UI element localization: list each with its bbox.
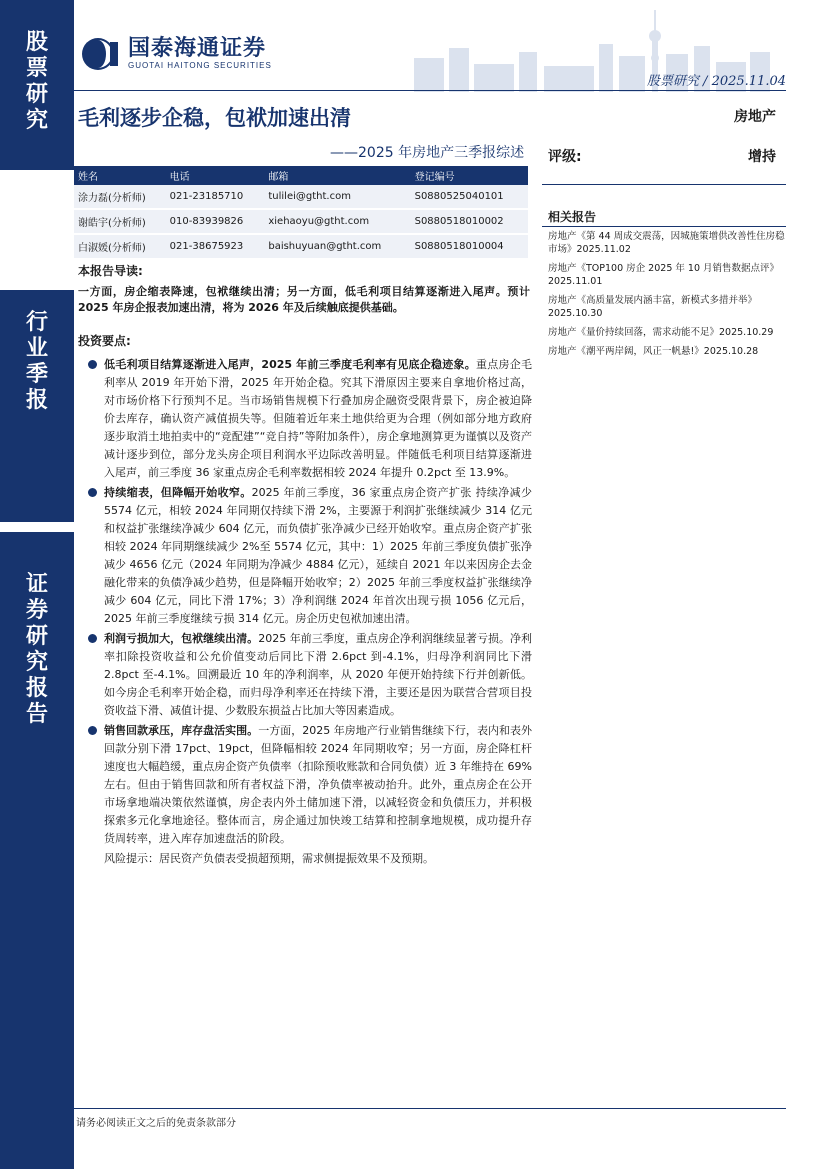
analyst-reg-no: S0880518010002 <box>411 209 528 234</box>
industry-label: 房地产 <box>734 109 776 125</box>
point-body: 重点房企毛利率从 2019 年开始下滑，2025 年开始企稳。究其下滑原因主要来自拿地价格过高，对市场价格下行预判不足。当市场销售规模下行叠加房企融资受限背景下，房企被迫降价去库存，确认资产减值损失等。但随着近年来土地供给更为合理（例如部分地方政府逐步取消土地拍卖中的“竞配建”“竞自持”等附加条件），房企拿地测算更为谨慎以及资产减计逐步到位，部分龙头房企项目利润水平边际改善明显。伴随低毛利项目结算逐渐进入尾声，前三季度 36 家重点房企毛利率数据相较 2024 年提升 0.2pct 至 13.9%。 <box>104 358 532 479</box>
logo <box>80 36 272 72</box>
rating-divider <box>542 184 786 185</box>
header-divider <box>74 90 786 91</box>
related-report-link[interactable]: 房地产《量价持续回落，需求动能不足》2025.10.29 <box>548 327 774 338</box>
point-body: 2025 年前三季度，重点房企净利润继续显著亏损。净利率扣除投资收益和公允价值变动后同比下滑 2.6pct 到-4.1%，归母净利润同比下滑 2.8pct 至-4.1%。回溯最近 10 年的净利润率，从 2020 年便开始持续下行并创新低。如今房企毛利率开始企稳，而归母净利率还在持续下滑，主要还是因为联营合营项目投资收益下滑、减值计提、少数股东损益占比加大等因素造成。 <box>104 632 532 717</box>
related-report-link[interactable]: 房地产《TOP100 房企 2025 年 10 月销售数据点评》2025.11.01 <box>548 263 780 287</box>
logo-text-en: GUOTAI HAITONG SECURITIES <box>128 61 272 70</box>
analyst-phone: 021-23185710 <box>166 185 265 209</box>
column-header: 姓名 <box>74 166 166 185</box>
analyst-email[interactable]: xiehaoyu@gtht.com <box>264 209 410 234</box>
sidebar-char: 券 <box>25 598 48 623</box>
list-item <box>88 630 532 720</box>
point-lead: 利润亏损加大，包袱继续出清。 <box>104 632 259 645</box>
related-reports-list <box>548 230 788 364</box>
rating-value: 增持 <box>748 149 776 165</box>
analyst-phone: 021-38675923 <box>166 234 265 259</box>
sidebar-char: 究 <box>25 108 48 133</box>
logo-text-cn: 国泰海通证券 <box>128 36 267 61</box>
list-item <box>88 484 532 628</box>
sidebar-block-industry-quarterly <box>0 290 74 522</box>
analyst-name: 白淑媛(分析师) <box>74 234 166 259</box>
page-title: 毛利逐步企稳，包袱加速出清 <box>78 106 351 130</box>
sidebar-block-stock-research <box>0 0 74 170</box>
sidebar-char: 研 <box>25 624 48 649</box>
analyst-table <box>74 166 528 260</box>
sidebar-char: 研 <box>25 82 48 107</box>
bullet-icon <box>88 634 97 643</box>
point-body: 一方面，2025 年房地产行业销售继续下行，表内和表外回款分别下滑 17pct、19pct，但降幅相较 2024 年同期收窄；另一方面，房企降杠杆速度也大幅趋缓，重点房企资产负债率（扣除预收账款和合同负债）近 3 年维持在 69%左右。但由于销售回款和所有者权益下滑，净负债率被动抬升。此外，重点房企在公开市场拿地端决策依然谨慎，房企表内外土储加速下滑，以减轻资金和负债压力，并积极探索多元化拿地途径。整体而言，房企通过加快竣工结算和控制拿地规模，成功提升存货周转率，进入库存加速盘活的阶段。 <box>104 724 532 845</box>
guide-heading: 本报告导读: <box>78 264 143 278</box>
column-header: 电话 <box>166 166 265 185</box>
bullet-icon <box>88 360 97 369</box>
list-item <box>88 356 532 482</box>
page-header <box>74 0 826 92</box>
analyst-reg-no: S0880525040101 <box>411 185 528 209</box>
point-body: 2025 年前三季度，36 家重点房企资产扩张 持续净减少 5574 亿元，相较 2024 年同期仅持续下滑 2%，主要源于利润扩张继续减少 314 亿元和权益扩张继续净减少 604 亿元，而负债扩张净减少已经开始收窄。重点房企资产扩张相较 2024 年同期继续减少 2%至 5574 亿元，其中：1）2025 年前三季度负债扩张净减少 4656 亿元（2024 年同期为净减少 4884 亿元），延续自 2021 年以来因房企去金融化带来的负债净减少趋势，但是降幅开始收窄；2）2025 年前三季度权益扩张继续净减少 604 亿元，同比下滑 17%；3）净利润继 2024 年首次出现亏损 1056 亿元后，2025 年前三季度继续亏损 314 亿元。房企历史包袱加速出清。 <box>104 486 533 625</box>
analyst-name: 谢皓宇(分析师) <box>74 209 166 234</box>
point-lead: 持续缩表，但降幅开始收窄。 <box>104 486 252 499</box>
table-row <box>74 234 528 259</box>
footer-divider <box>74 1108 786 1109</box>
rating-label: 评级: <box>548 149 582 165</box>
investment-points-heading: 投资要点: <box>78 334 131 348</box>
report-type-date: 股票研究 / 2025.11.04 <box>646 74 786 89</box>
point-lead: 低毛利项目结算逐渐进入尾声，2025 年前三季度毛利率有见底企稳迹象。 <box>104 358 477 371</box>
table-row <box>74 209 528 234</box>
column-header: 登记编号 <box>411 166 528 185</box>
sidebar-block-securities-report <box>0 532 74 1169</box>
sidebar-char: 报 <box>25 388 48 413</box>
related-reports-title: 相关报告 <box>548 210 597 224</box>
sidebar-char: 股 <box>25 30 48 55</box>
related-report-link[interactable]: 房地产《潮平两岸阔，风正一帆悬!》2025.10.28 <box>548 346 759 357</box>
analyst-email[interactable]: tulilei@gtht.com <box>264 185 410 209</box>
sidebar-char: 业 <box>25 336 48 361</box>
sidebar-char: 报 <box>25 676 48 701</box>
table-row <box>74 185 528 209</box>
analyst-phone: 010-83939826 <box>166 209 265 234</box>
list-item <box>88 722 532 848</box>
bullet-icon <box>88 726 97 735</box>
table-header-row <box>74 166 528 185</box>
sidebar-char: 行 <box>25 310 48 335</box>
column-header: 邮箱 <box>264 166 410 185</box>
bullet-icon <box>88 488 97 497</box>
analyst-name: 涂力磊(分析师) <box>74 185 166 209</box>
sidebar-char: 季 <box>25 362 48 387</box>
sidebar-char: 究 <box>25 650 48 675</box>
page-subtitle: ——2025 年房地产三季报综述 <box>330 145 525 161</box>
related-divider <box>542 226 786 227</box>
analyst-email[interactable]: baishuyuan@gtht.com <box>264 234 410 259</box>
sidebar-char: 证 <box>25 572 48 597</box>
sidebar-char: 告 <box>25 702 48 727</box>
side-bar <box>0 0 74 1169</box>
guide-text: 一方面，房企缩表降速，包袱继续出清；另一方面，低毛利项目结算逐渐进入尾声。预计 2025 年房企报表加速出清，将为 2026 年及后续触底提供基础。 <box>78 285 530 314</box>
risk-warning: 风险提示：居民资产负债表受损超预期，需求侧提振效果不及预期。 <box>104 852 434 865</box>
logo-mark-icon <box>80 36 120 72</box>
disclaimer-note: 请务必阅读正文之后的免责条款部分 <box>76 1118 236 1129</box>
related-report-link[interactable]: 房地产《第 44 周成交震荡，因城施策增供改善性住房稳市场》2025.11.02 <box>548 231 785 255</box>
related-report-link[interactable]: 房地产《高质量发展内涵丰富，新模式多措并举》2025.10.30 <box>548 295 758 319</box>
investment-points <box>88 356 532 868</box>
analyst-reg-no: S0880518010004 <box>411 234 528 259</box>
sidebar-char: 票 <box>25 56 48 81</box>
point-lead: 销售回款承压，库存盘活实围。 <box>104 724 259 737</box>
